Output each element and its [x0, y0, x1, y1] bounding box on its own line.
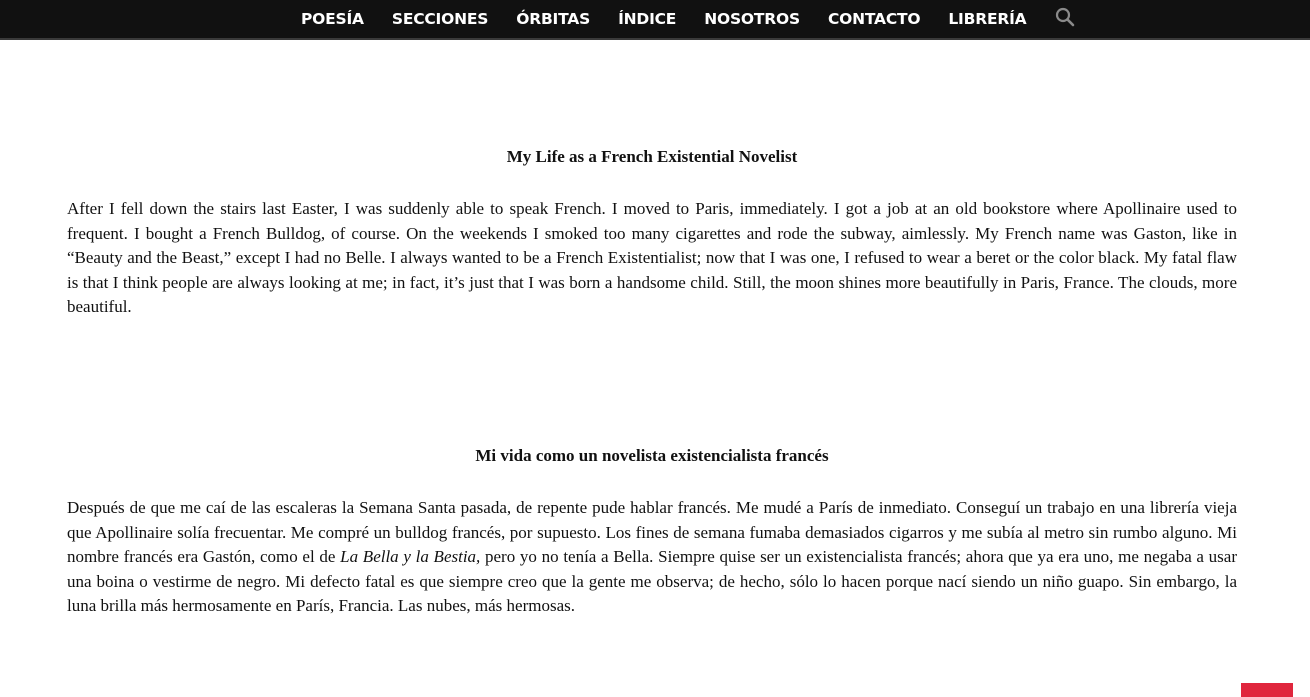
poem-title: Mi vida como un novelista existencialista francés — [475, 446, 829, 465]
poem-spanish — [67, 446, 1237, 619]
nav-item-orbitas[interactable]: ÓRBITAS — [516, 10, 591, 28]
book-title-italic: La Bella y la Bestia, — [340, 547, 481, 566]
poem-body-text: Después de que me caí de las escaleras la Semana Santa pasada, de repente pude hablar francés. Me mudé a París de inmediato. Conseguí un trabajo en una librería vieja que Apollinaire solía frecuentar. Me compré un bulldog francés, por supuesto. Los fines de semana fumaba demasiados cigarros y me subía al metro sin rumbo alguno. Mi nombre francés era Gastón, como el de — [67, 498, 1237, 566]
floating-tab-button[interactable] — [1241, 683, 1293, 697]
poem-title: My Life as a French Existential Novelist — [506, 147, 798, 166]
main-nav — [287, 0, 1076, 38]
poem-english — [67, 147, 1237, 320]
top-navigation-bar — [0, 0, 1310, 40]
poem-body — [67, 496, 1237, 619]
nav-item-indice[interactable]: ÍNDICE — [618, 10, 677, 28]
search-icon[interactable] — [1054, 6, 1076, 28]
poem-body: After I fell down the stairs last Easter, I was suddenly able to speak French. I moved to Paris, immediately. I got a job at an old bookstore where Apollinaire used to frequent. I bought a French Bulldog, of course. On the weekends I smoked too many cigarettes and rode the subway, aimlessly. My French name was Gaston, like in “Beauty and the Beast,” except I had no Belle. I always wanted to be a French Existentialist; now that I was one, I refused to wear a beret or the color black. My fatal flaw is that I think people are always looking at me; in fact, it’s just that I was born a handsome child. Still, the moon shines more beautifully in Paris, France. The clouds, more beautiful. — [67, 199, 1237, 316]
poem-body-text: pero yo no tenía a Bella. Siempre quise ser un existencialista francés; ahora que ya era uno, me negaba a usar una boina o vestirme de negro. Mi defecto fatal es que siempre creo que la gente me observa; de hecho, sólo lo hacen porque nací siendo un niño guapo. Sin embargo, la luna brilla más hermosamente en París, Francia. Las nubes, más hermosas. — [67, 547, 1238, 615]
nav-item-nosotros[interactable]: NOSOTROS — [704, 10, 800, 28]
nav-item-poesia[interactable]: POESÍA — [301, 10, 364, 28]
nav-item-secciones[interactable]: SECCIONES — [391, 10, 489, 28]
nav-item-libreria[interactable]: LIBRERÍA — [948, 10, 1027, 28]
nav-item-contacto[interactable]: CONTACTO — [827, 10, 921, 28]
